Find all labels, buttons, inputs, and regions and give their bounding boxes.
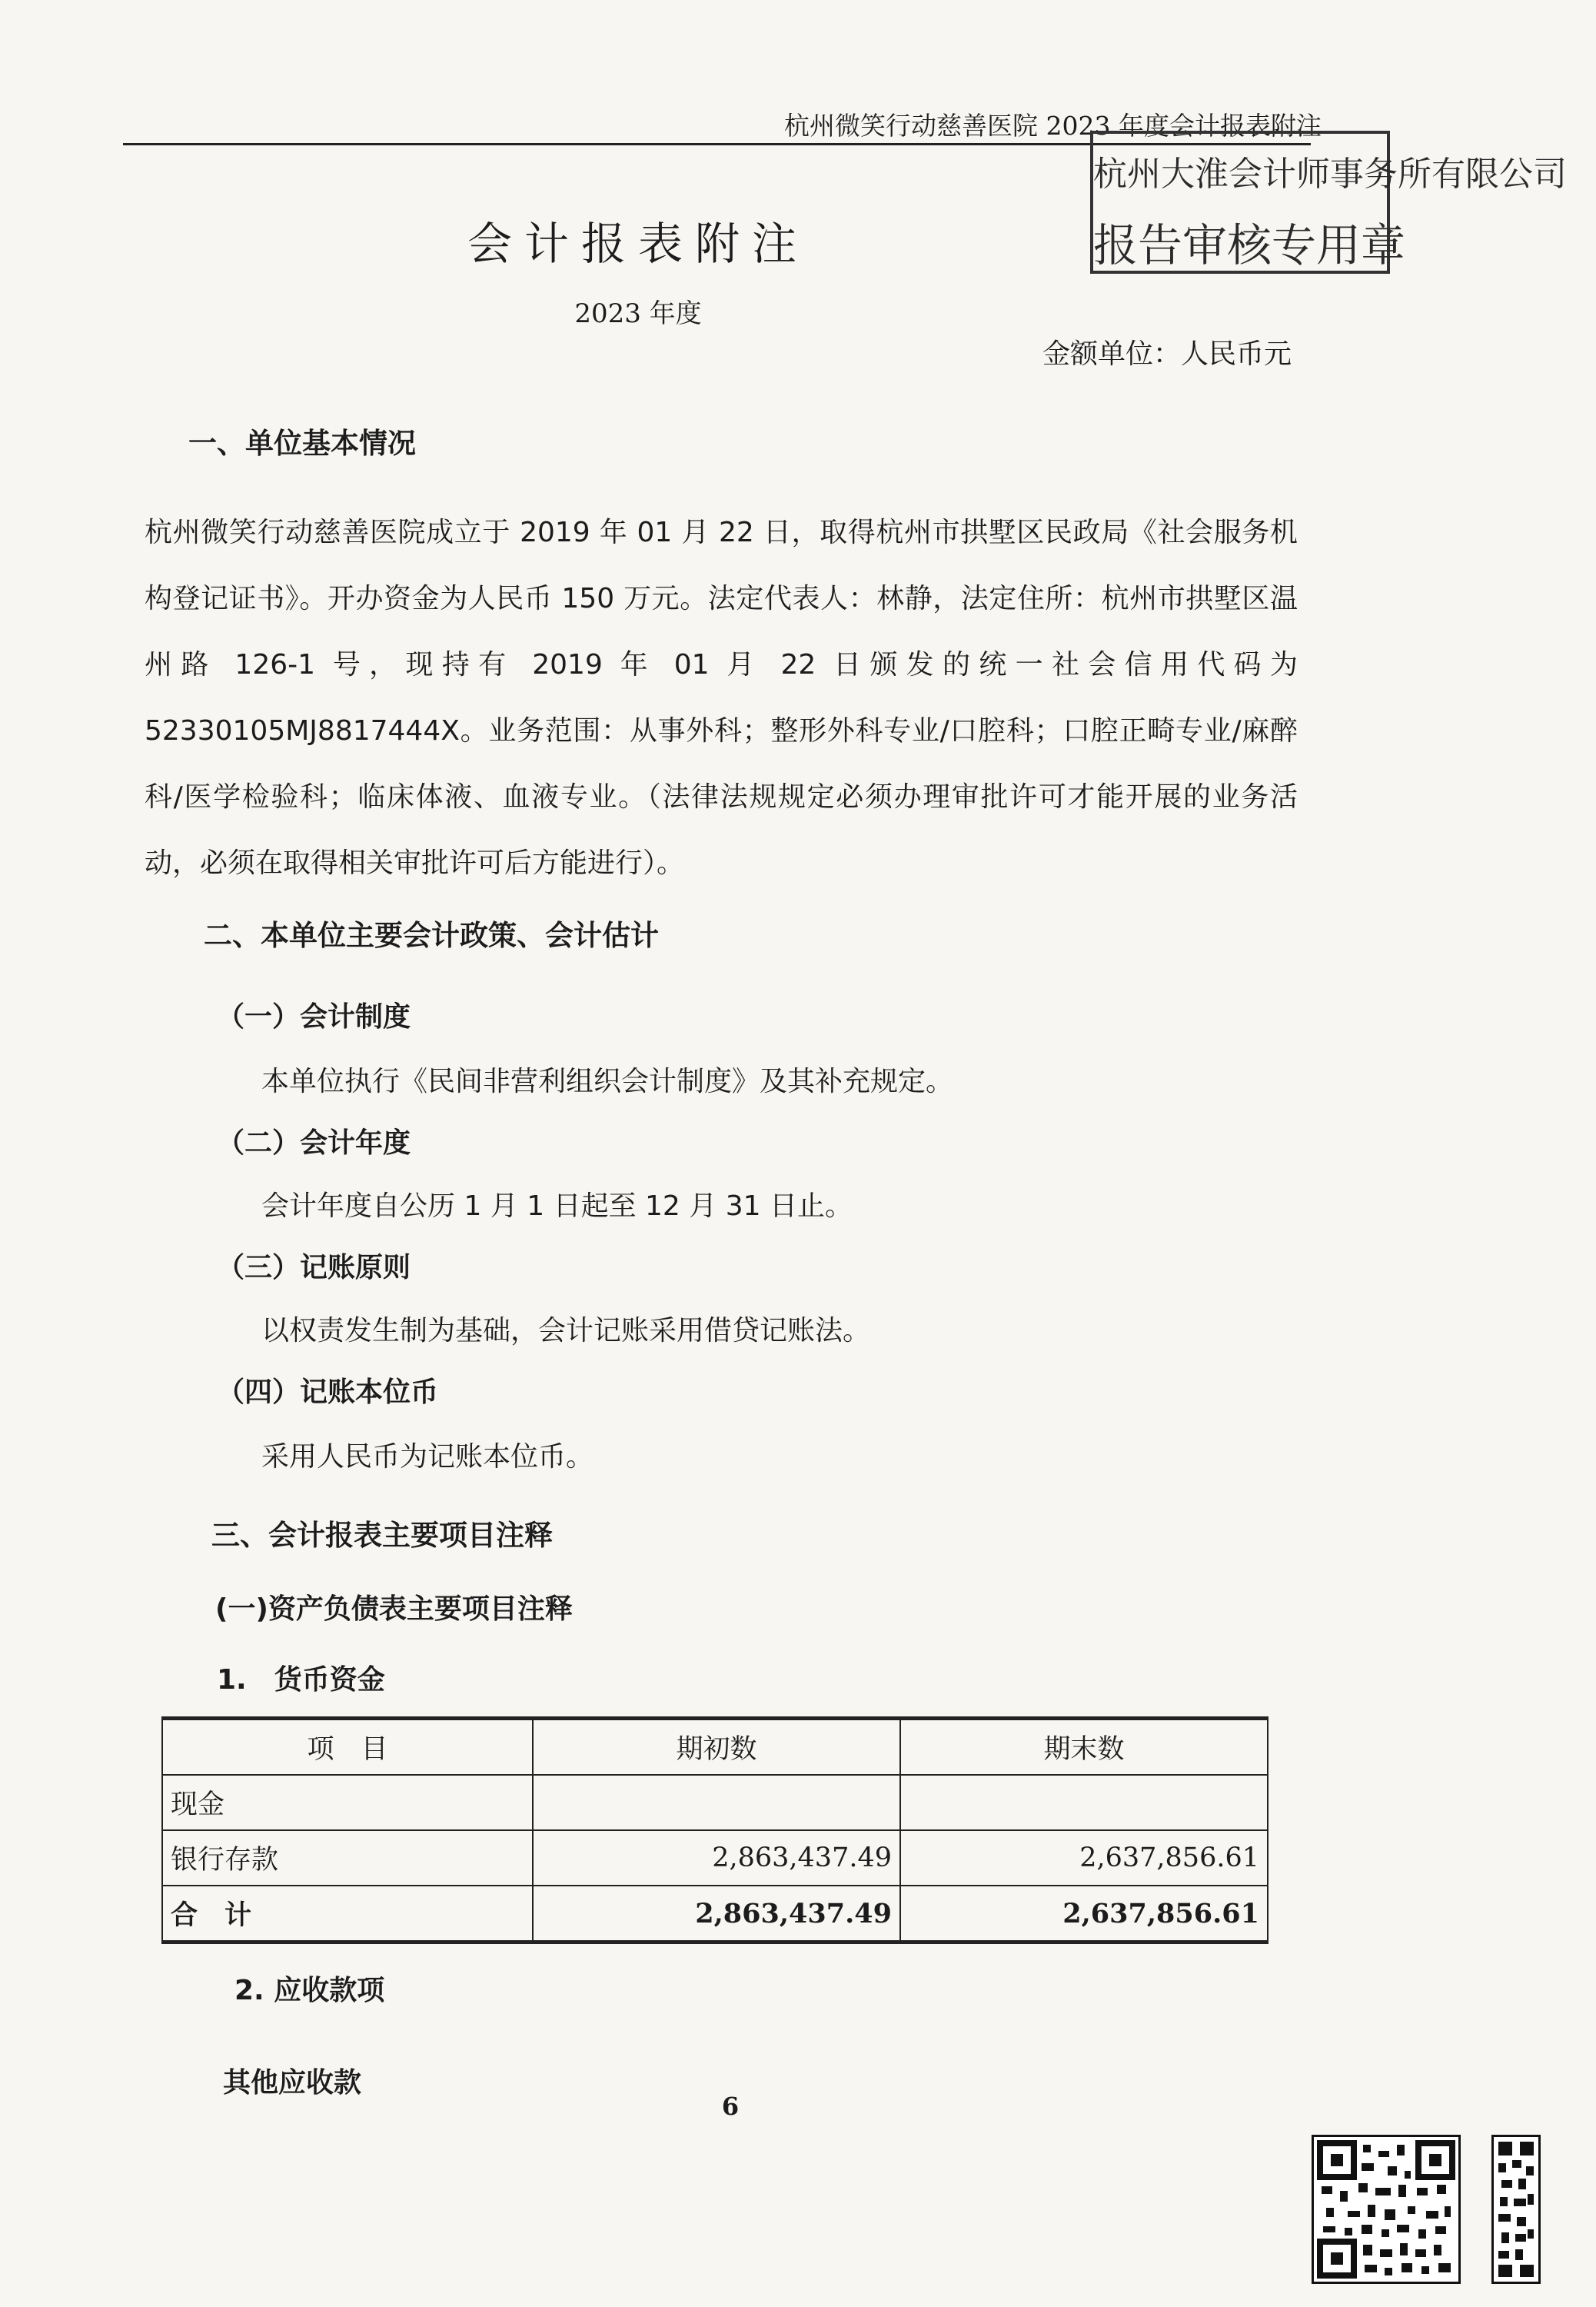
opening-value	[533, 1775, 900, 1830]
closing-value	[900, 1775, 1268, 1830]
other-receivables-heading: 其他应收款	[223, 2067, 362, 2099]
section-1-heading: 一、单位基本情况	[188, 427, 416, 460]
table-total-row	[162, 1886, 1268, 1942]
qr-code-icon	[1312, 2135, 1461, 2284]
column-header-opening: 期初数	[533, 1719, 900, 1776]
currency-unit: 金额单位：人民币元	[1042, 338, 1292, 370]
subsection-bookkeeping-principle: （三）记账原则	[217, 1252, 411, 1283]
bookkeeping-principle-text: 以权责发生制为基础，会计记账采用借贷记账法。	[261, 1315, 871, 1347]
document-title: 会计报表附注	[467, 218, 809, 270]
closing-value: 2,637,856.61	[900, 1830, 1268, 1886]
accounting-system-text: 本单位执行《民间非营利组织会计制度》及其补充规定。	[261, 1066, 954, 1097]
page-number: 6	[721, 2092, 740, 2121]
opening-value: 2,863,437.49	[533, 1830, 900, 1886]
total-opening: 2,863,437.49	[533, 1886, 900, 1942]
monetary-funds-table	[161, 1716, 1268, 1944]
report-year: 2023 年度	[574, 298, 702, 329]
section-2-heading: 二、本单位主要会计政策、会计估计	[204, 919, 659, 952]
stamp-firm-name: 杭州大淮会计师事务所有限公司	[1093, 155, 1567, 194]
section-1-text: 杭州微笑行动慈善医院成立于 2019 年 01 月 22 日，取得杭州市拱墅区民政局《社会服务机构登记证书》。开办资金为人民币 150 万元。法定代表人：林静，法定住所：杭州市拱墅区温州路 126-1 号，现持有 2019 年 01 月 22 日颁发的统一社会信用代码为 52330105MJ8817444X。业务范围：从事外科；整形外科专业/口腔科；口腔正畸专业/麻醉科/医学检验科；临床体液、血液专业。（法律法规规定必须办理审批许可才能开展的业务活动，必须在取得相关审批许可后方能进行）。	[145, 517, 1298, 879]
barcode-icon	[1491, 2135, 1541, 2284]
column-header-closing: 期末数	[900, 1719, 1268, 1776]
monetary-funds-heading: 1. 货币资金	[217, 1664, 385, 1696]
receivables-heading: 2. 应收款项	[234, 1975, 385, 2006]
row-label: 银行存款	[162, 1830, 533, 1886]
currency-text: 采用人民币为记账本位币。	[261, 1441, 594, 1473]
table-row	[162, 1830, 1268, 1886]
section-3-heading: 三、会计报表主要项目注释	[211, 1519, 553, 1552]
fiscal-year-text: 会计年度自公历 1 月 1 日起至 12 月 31 日止。	[261, 1190, 853, 1222]
section-1-paragraph	[145, 500, 1298, 897]
column-header-item: 项 目	[162, 1719, 533, 1776]
row-label: 现金	[162, 1775, 533, 1830]
subsection-currency: （四）记账本位币	[217, 1377, 439, 1408]
total-label: 合 计	[162, 1886, 533, 1942]
stamp-purpose: 报告审核专用章	[1093, 219, 1406, 271]
balance-sheet-notes-heading: (一)资产负债表主要项目注释	[215, 1593, 573, 1625]
table-header-row	[162, 1719, 1268, 1776]
subsection-fiscal-year: （二）会计年度	[217, 1127, 411, 1159]
subsection-accounting-system: （一）会计制度	[217, 1001, 411, 1033]
table-row	[162, 1775, 1268, 1830]
total-closing: 2,637,856.61	[900, 1886, 1268, 1942]
running-header: 杭州微笑行动慈善医院 2023 年度会计报表附注	[784, 111, 1322, 141]
